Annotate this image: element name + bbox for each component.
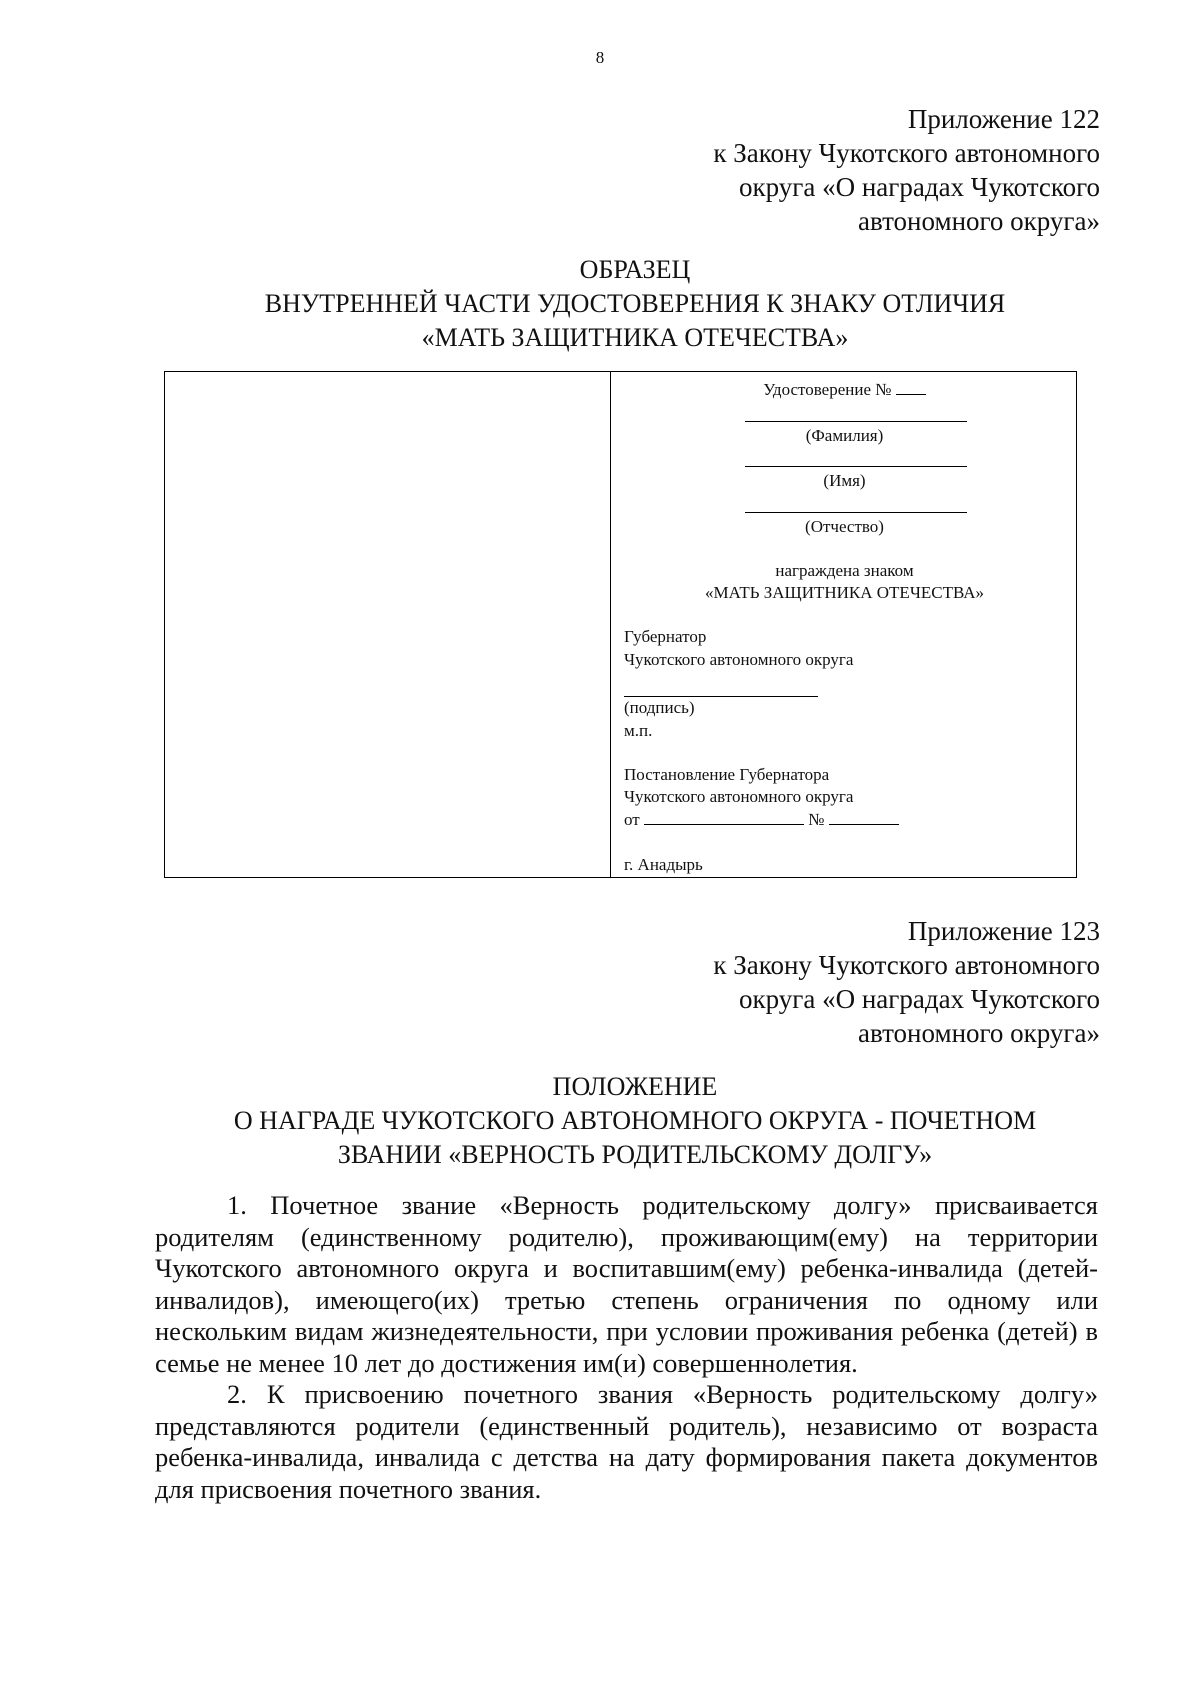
patronymic-caption: (Отчество) <box>805 517 884 536</box>
decree-line1: Постановление Губернатора <box>624 765 830 784</box>
paragraph-1: 1. Почетное звание «Верность родительскому долгу» присваивается родителям (единственному родителю), проживающим(ему) на территории Чукотского автономного округа и воспитавшим(ему) ребенка-инвалида (детей-инвалидов), имеющего(их) третью степень ограничения по одному или нескольким видам жизнедеятельности, при условии проживания ребенка (детей) в семье не менее 10 лет до достижения им(и) совершеннолетия. <box>155 1190 1098 1378</box>
appendix-122-line2: к Закону Чукотского автономного <box>713 138 1100 168</box>
decree-date-blank <box>644 810 804 825</box>
decree-number-blank <box>829 810 899 825</box>
surname-caption: (Фамилия) <box>805 426 884 445</box>
name-blank <box>745 466 967 467</box>
signature-caption: (подпись) <box>624 698 695 717</box>
sample-heading-line1: ОБРАЗЕЦ <box>579 255 691 284</box>
regulation-body <box>155 1190 1098 1505</box>
sample-heading-line2: ВНУТРЕННЕЙ ЧАСТИ УДОСТОВЕРЕНИЯ К ЗНАКУ ОТЛИЧИЯ <box>264 289 1006 318</box>
certificate-number-line <box>611 379 1078 401</box>
regulation-heading <box>0 1070 1200 1172</box>
decree-from-label: от <box>624 810 640 829</box>
sample-heading-line3: «МАТЬ ЗАЩИТНИКА ОТЕЧЕСТВА» <box>421 323 849 352</box>
seal-mark: м.п. <box>624 721 653 740</box>
decree-date-number <box>624 809 899 831</box>
patronymic-blank <box>745 512 967 513</box>
decree-line2: Чукотского автономного округа <box>624 787 854 806</box>
awarded-line1: награждена знаком <box>775 561 914 580</box>
certificate-sample <box>164 371 1077 878</box>
appendix-122-line4: автономного округа» <box>858 206 1100 236</box>
appendix-122-line3: округа «О наградах Чукотского <box>739 172 1100 202</box>
decree-number-label: № <box>808 810 825 829</box>
certificate-number-label: Удостоверение № <box>763 380 892 399</box>
governor-line2: Чукотского автономного округа <box>624 650 854 669</box>
appendix-123-line2: к Закону Чукотского автономного <box>713 950 1100 980</box>
appendix-123-line3: округа «О наградах Чукотского <box>739 984 1100 1014</box>
sample-heading <box>0 253 1200 355</box>
regulation-heading-line3: ЗВАНИИ «ВЕРНОСТЬ РОДИТЕЛЬСКОМУ ДОЛГУ» <box>337 1140 933 1169</box>
appendix-123-line4: автономного округа» <box>858 1018 1100 1048</box>
regulation-heading-line1: ПОЛОЖЕНИЕ <box>552 1072 718 1101</box>
awarded-line2: «МАТЬ ЗАЩИТНИКА ОТЕЧЕСТВА» <box>704 583 985 602</box>
name-caption: (Имя) <box>823 471 866 490</box>
certificate-number-blank <box>896 380 926 395</box>
regulation-heading-line2: О НАГРАДЕ ЧУКОТСКОГО АВТОНОМНОГО ОКРУГА - ПОЧЕТНОМ <box>233 1106 1037 1135</box>
paragraph-2: 2. К присвоению почетного звания «Верность родительскому долгу» представляются родители (единственный родитель), независимо от возраста ребенка-инвалида, инвалида с детства на дату формирования пакета документов для присвоения почетного звания. <box>155 1379 1098 1504</box>
appendix-122-title: Приложение 122 <box>907 104 1100 134</box>
page-number: 8 <box>595 48 605 67</box>
certificate-divider <box>610 372 611 877</box>
appendix-123-title: Приложение 123 <box>907 916 1100 946</box>
appendix-123 <box>713 914 1100 1050</box>
appendix-122 <box>713 102 1100 238</box>
city: г. Анадырь <box>624 855 703 874</box>
governor-line1: Губернатор <box>624 627 707 646</box>
surname-blank <box>745 421 967 422</box>
